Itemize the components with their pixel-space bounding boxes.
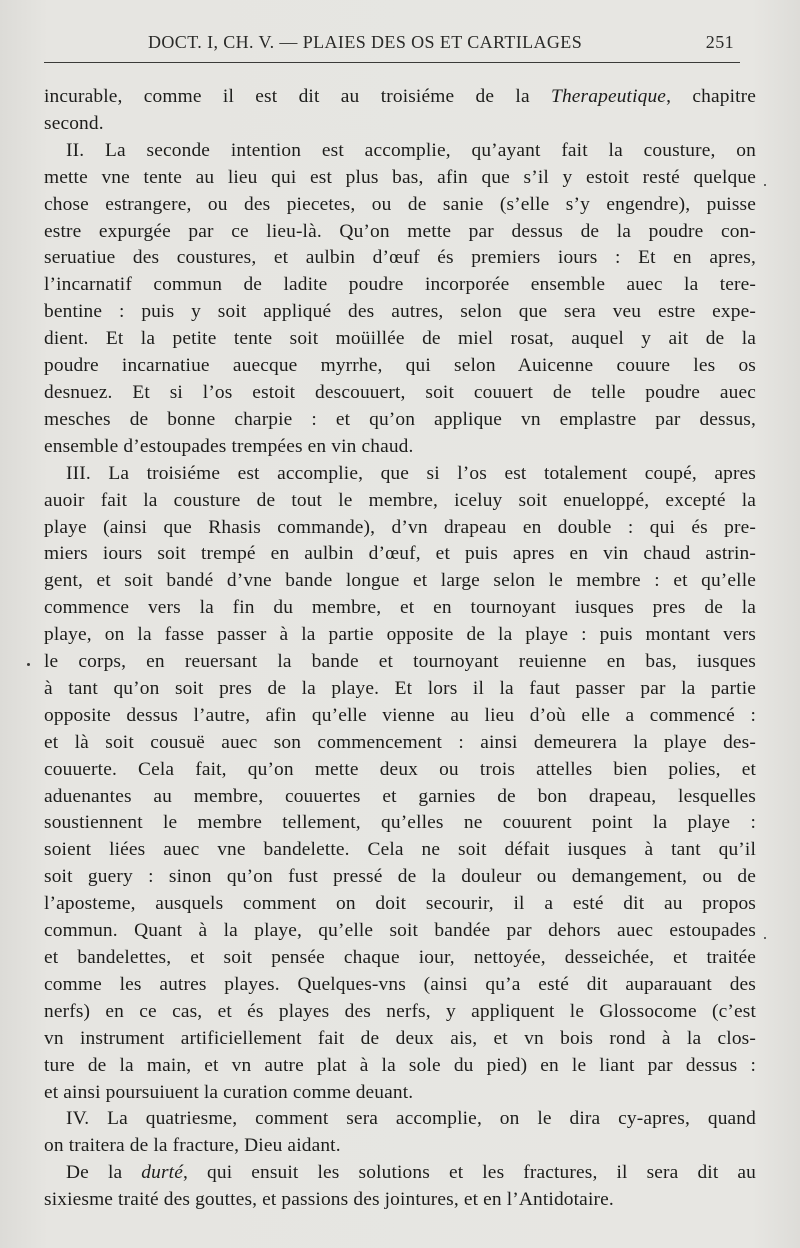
text-line <box>44 595 756 622</box>
text-line <box>44 1187 756 1214</box>
line-text-after: , chapitre <box>666 86 756 107</box>
line-text: sixiesme traité des gouttes, et passions des jointures, et en l’Antidotaire. <box>44 1189 614 1211</box>
line-text: bentine : puis y soit appliqué des autres, selon que sera veu estre expe- <box>44 301 756 323</box>
text-line <box>44 541 756 568</box>
text-line <box>44 192 756 219</box>
line-text: commun. Quant à la playe, qu’elle soit bandée par dehors auec estoupades <box>44 920 756 942</box>
italic-term: durté <box>141 1162 183 1184</box>
line-text: aduenantes au membre, couuertes et garnies de bon drapeau, lesquelles <box>44 785 756 807</box>
text-line <box>44 434 756 461</box>
text-line <box>44 272 756 299</box>
text-line <box>44 407 756 434</box>
line-text: desnuez. Et si l’os estoit descouuert, soit couuert de telle poudre auec <box>44 381 756 403</box>
italic-term: Therapeutique <box>551 86 667 107</box>
line-text: soient liées auec vne bandelette. Cela ne soit défait iusques à tant qu’il <box>44 839 756 861</box>
text-line <box>44 891 756 918</box>
text-line <box>44 461 756 488</box>
line-text: soit guery : sinon qu’on fust pressé de la douleur ou demangement, ou de <box>44 866 756 888</box>
line-text: III. La troisiéme est accomplie, que si l’os est totalement coupé, apres <box>66 462 756 484</box>
text-line <box>44 757 756 784</box>
line-text: auoir fait la cousture de tout le membre, iceluy soit enueloppé, excepté la <box>44 489 756 511</box>
line-text: poudre incarnatiue auecque myrrhe, qui selon Auicenne couure les os <box>44 355 756 377</box>
text-line <box>44 945 756 972</box>
text-line <box>44 1080 756 1107</box>
text-line <box>44 84 756 111</box>
line-text: et bandelettes, et soit pensée chaque iour, nettoyée, desseichée, et traitée <box>44 947 756 968</box>
ink-speck <box>764 184 766 186</box>
line-text: incurable, comme il est dit au troisiéme de la <box>44 86 552 107</box>
text-line <box>44 111 756 138</box>
line-text: ture de la main, et vn autre plat à la sole du pied) en le liant par dessus : <box>44 1054 756 1076</box>
body-text <box>44 84 756 1214</box>
text-line <box>44 1106 756 1133</box>
ink-speck <box>27 663 30 666</box>
line-text: miers iours soit trempé en aulbin d’œuf, et puis apres en vin chaud astrin- <box>44 543 756 565</box>
line-text: playe (ainsi que Rhasis commande), d’vn drapeau en double : qui és pre- <box>44 516 756 538</box>
text-line <box>44 622 756 649</box>
header-rule <box>44 62 740 63</box>
line-text: opposite dessus l’autre, afin qu’elle vienne au lieu d’où elle a commencé : <box>44 704 756 726</box>
line-text: vn instrument artificiellement fait de deux ais, et vn bois rond à la clos- <box>44 1027 756 1049</box>
text-line <box>44 1053 756 1080</box>
text-line <box>44 918 756 945</box>
text-line <box>44 353 756 380</box>
text-line <box>44 999 756 1026</box>
running-head: DOCT. I, CH. V. — PLAIES DES OS ET CARTILAGES <box>148 32 583 52</box>
page-number: 251 <box>705 32 734 52</box>
line-text: commence vers la fin du membre, et en tournoyant iusques pres de la <box>44 597 756 619</box>
text-line <box>44 299 756 326</box>
text-line <box>44 219 756 246</box>
line-text: chose estrangere, ou des piecetes, ou de sanie (s’elle s’y engendre), puisse <box>44 193 756 215</box>
line-text: l’incarnatif commun de ladite poudre incorporée ensemble auec la tere- <box>44 274 756 296</box>
text-line <box>44 488 756 515</box>
line-text: soustiennent le membre tellement, qu’elles ne couurent point la playe : <box>44 812 756 834</box>
text-line <box>44 568 756 595</box>
page-header <box>44 28 740 58</box>
text-line <box>44 649 756 676</box>
line-text: dient. Et la petite tente soit moüillée de miel rosat, auquel y ait de la <box>44 328 756 350</box>
text-line <box>44 245 756 272</box>
text-line <box>44 1133 756 1160</box>
text-line <box>44 837 756 864</box>
line-text: l’aposteme, ausquels comment on doit secourir, il a esté dit au propos <box>44 893 756 915</box>
line-text: et là soit cousuë auec son commencement : ainsi demeurera la playe des- <box>44 731 756 753</box>
text-line <box>44 515 756 542</box>
text-line <box>44 810 756 837</box>
text-line <box>44 165 756 192</box>
line-text: nerfs) en ce cas, et és playes des nerfs, y appliquent le Glossocome (c’est <box>44 1000 756 1022</box>
line-text: mesches de bonne charpie : et qu’on applique vn emplastre par dessus, <box>44 408 756 430</box>
line-text: comme les autres playes. Quelques-vns (ainsi qu’a esté dit auparauant des <box>44 973 756 995</box>
text-line <box>44 1026 756 1053</box>
line-text: on traitera de la fracture, Dieu aidant. <box>44 1135 341 1157</box>
text-line <box>44 703 756 730</box>
line-text: IV. La quatriesme, comment sera accomplie, on le dira cy-apres, quand <box>66 1108 756 1130</box>
line-text: mette vne tente au lieu qui est plus bas, afin que s’il y estoit resté quelque <box>44 166 756 188</box>
ink-speck <box>764 937 766 939</box>
text-line <box>44 972 756 999</box>
text-line <box>44 1160 756 1187</box>
text-line <box>44 864 756 891</box>
line-text: estre expurgée par ce lieu-là. Qu’on mette par dessus de la poudre con- <box>44 220 756 242</box>
text-line <box>44 730 756 757</box>
text-line <box>44 676 756 703</box>
text-line <box>44 380 756 407</box>
line-text: gent, et soit bandé d’vne bande longue et large selon le membre : et qu’elle <box>44 570 756 592</box>
text-line <box>44 138 756 165</box>
line-text: second. <box>44 112 104 134</box>
line-text: ensemble d’estoupades trempées en vin chaud. <box>44 435 414 457</box>
line-text: couuerte. Cela fait, qu’on mette deux ou trois attelles bien polies, et <box>44 758 756 780</box>
line-text-after: , qui ensuit les solutions et les fractures, il sera dit au <box>182 1162 756 1184</box>
line-text: seruatiue des coustures, et aulbin d’œuf és premiers iours : Et en apres, <box>44 247 756 269</box>
text-line <box>44 326 756 353</box>
text-line <box>44 784 756 811</box>
line-text: à tant qu’on soit pres de la playe. Et lors il la faut passer par la partie <box>44 677 756 699</box>
line-text: II. La seconde intention est accomplie, qu’ayant fait la cousture, on <box>66 139 756 161</box>
line-text: playe, on la fasse passer à la partie opposite de la playe : puis montant vers <box>44 624 756 646</box>
line-text: le corps, en reuersant la bande et tournoyant reuienne en bas, iusques <box>44 651 756 673</box>
line-text: et ainsi poursuiuent la curation comme deuant. <box>44 1081 414 1103</box>
line-text: De la <box>66 1162 142 1184</box>
